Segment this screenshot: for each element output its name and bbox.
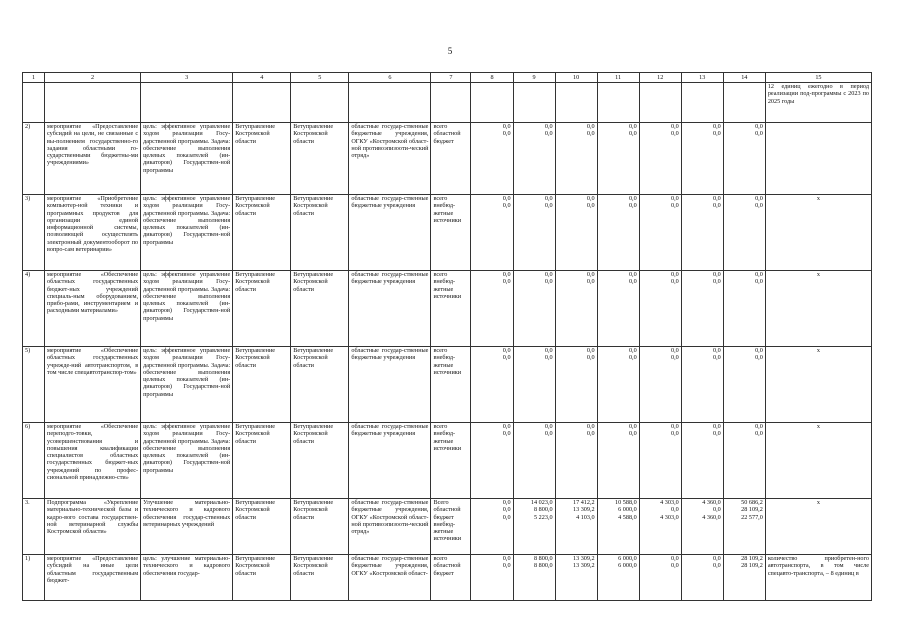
responsible-executor: Ветуправление Костромской области: [233, 423, 291, 499]
row-number: 3.: [23, 499, 45, 555]
header-cell: 3: [141, 73, 233, 83]
row-number: 1): [23, 555, 45, 601]
header-cell: 13: [681, 73, 723, 83]
value-cell: [471, 423, 513, 499]
funding-source: всего внебюд-жетные источники: [431, 423, 471, 499]
value: 0,0: [502, 354, 511, 362]
value: 0,0: [670, 562, 679, 570]
value: 50 686,2: [741, 499, 763, 506]
value: 22 577,0: [741, 513, 763, 521]
value: 0,0: [502, 202, 511, 210]
activity-name: мероприятие «Обеспечение областных государственных учрежде-ний автотранспортом, в том числе спецавтотранспор-том»: [45, 347, 141, 423]
value-cell: [555, 555, 597, 601]
funding-source: всего внебюд-жетные источники: [431, 271, 471, 347]
value: 0,0: [586, 123, 595, 130]
value: 4 360,0: [702, 499, 721, 506]
value-cell: [555, 271, 597, 347]
value: 0,0: [628, 278, 637, 286]
funding-source: Всего областной бюджет внебюд-жетные источники: [431, 499, 471, 555]
value: 0,0: [713, 202, 721, 210]
value: 14 023,0: [530, 499, 553, 506]
goal-task: цель: эффективное управление ходом реализации Госу-дарственной программы. Задача: обеспечение выполнения целевых показателей (ин-дикаторов) Государствен-ной программы: [141, 195, 233, 271]
co-executor: Ветуправление Костромской области: [291, 555, 349, 601]
value: 0,0: [670, 354, 679, 362]
value: 0,0: [755, 202, 763, 210]
value: 0,0: [502, 499, 511, 506]
value: 0,0: [502, 130, 511, 138]
value: 0,0: [755, 430, 763, 438]
value-cell: [639, 195, 681, 271]
value: 0,0: [670, 195, 679, 202]
value-cell: [513, 271, 555, 347]
value: 8 800,0: [534, 562, 553, 570]
value: 0,0: [544, 271, 553, 278]
indicator: х: [765, 347, 871, 423]
value: 0,0: [544, 423, 553, 430]
value-cell: [513, 499, 555, 555]
value-cell: [681, 555, 723, 601]
value-cell: [639, 271, 681, 347]
value-cell: [681, 423, 723, 499]
header-row: [23, 73, 872, 83]
header-cell: 6: [349, 73, 431, 83]
value: 0,0: [755, 423, 763, 430]
value: 0,0: [502, 271, 511, 278]
value: 0,0: [502, 195, 511, 202]
row-number: 4): [23, 271, 45, 347]
value-cell: [681, 499, 723, 555]
value: 0,0: [713, 271, 721, 278]
co-executor: Ветуправление Костромской области: [291, 123, 349, 195]
value: 0,0: [755, 123, 763, 130]
indicator: [765, 123, 871, 195]
participants: областные государ-ственные бюджетные учреждения: [349, 271, 431, 347]
value: 5 223,0: [534, 513, 553, 521]
funding-source: всего областной бюджет: [431, 555, 471, 601]
activity-name: Подпрограмма «Укрепление материально-технической базы и кадро-вого состава государствен-ной ветеринарной службы Костромской области»: [45, 499, 141, 555]
value: 0,0: [628, 347, 637, 354]
value: 0,0: [670, 271, 679, 278]
value-cell: [597, 423, 639, 499]
value-cell: [471, 499, 513, 555]
value-cell: [555, 423, 597, 499]
value: 0,0: [713, 354, 721, 362]
value: 28 109,2: [741, 555, 763, 562]
value: 0,0: [670, 430, 679, 438]
value-cell: [723, 423, 765, 499]
value: 0,0: [502, 506, 511, 514]
value: 0,0: [628, 271, 637, 278]
co-executor: Ветуправление Костромской области: [291, 423, 349, 499]
value: 17 412,2: [572, 499, 595, 506]
value: 0,0: [586, 430, 595, 438]
value-cell: [681, 271, 723, 347]
value: 0,0: [502, 278, 511, 286]
value: 0,0: [670, 123, 679, 130]
value-cell: [555, 347, 597, 423]
value: 0,0: [628, 354, 637, 362]
value: 10 588,0: [615, 499, 637, 506]
indicator: х: [765, 195, 871, 271]
responsible-executor: Ветуправление Костромской области: [233, 499, 291, 555]
value: 0,0: [670, 423, 679, 430]
value: 0,0: [713, 423, 721, 430]
value: 6 000,0: [618, 555, 637, 562]
value: 0,0: [713, 347, 721, 354]
value: 0,0: [670, 202, 679, 210]
value-cell: [555, 195, 597, 271]
goal-task: Улучшение материально-технического и кадрового обеспечения государ-ственных ветеринарных учреждений: [141, 499, 233, 555]
value: 0,0: [713, 555, 721, 562]
value-cell: [513, 347, 555, 423]
value: 0,0: [586, 354, 595, 362]
value: 8 800,0: [534, 506, 553, 514]
value: 0,0: [544, 430, 553, 438]
table-row: [23, 423, 872, 499]
value: 4 103,0: [576, 513, 595, 521]
value: 0,0: [628, 123, 637, 130]
activity-name: мероприятие «Приобретение компьютер-ной техники и программных продуктов для организации единой информационной системы, позволяющей осуществлять электронный документооборот по вопро-сам ветеринарии»: [45, 195, 141, 271]
value: 0,0: [755, 195, 763, 202]
value: 0,0: [670, 130, 679, 138]
value-cell: [597, 347, 639, 423]
header-cell: 11: [597, 73, 639, 83]
participants: областные государ-ственные бюджетные учреждения, ОГКУ «Костромской област-ной противоэпизоoти-ческий отряд»: [349, 123, 431, 195]
goal-task: цель: эффективное управление ходом реализации Госу-дарственной программы. Задача: обеспечение выполнения целевых показателей (ин-дикаторов) Государствен-ной программы: [141, 423, 233, 499]
responsible-executor: Ветуправление Костромской области: [233, 555, 291, 601]
value-cell: [555, 123, 597, 195]
value-cell: [471, 347, 513, 423]
indicator: х: [765, 271, 871, 347]
value: 0,0: [502, 513, 511, 521]
value-cell: [723, 195, 765, 271]
value-cell: [513, 555, 555, 601]
participants: областные государ-ственные бюджетные учреждения: [349, 347, 431, 423]
activity-name: мероприятие «Предоставление субсидий на цели, не связанные с вы-полнением государственно-го задания областными го-сударственными бюджетны-ми учреждениями»: [45, 123, 141, 195]
value: 13 309,2: [572, 555, 595, 562]
value: 0,0: [502, 562, 511, 570]
table-row: [23, 555, 872, 601]
table-row: [23, 195, 872, 271]
value: 0,0: [502, 423, 511, 430]
funding-source: всего внебюд-жетные источники: [431, 347, 471, 423]
value: 0,0: [544, 202, 553, 210]
value: 0,0: [713, 123, 721, 130]
responsible-executor: Ветуправление Костромской области: [233, 347, 291, 423]
value-cell: [723, 499, 765, 555]
co-executor: Ветуправление Костромской области: [291, 195, 349, 271]
row-number: 3): [23, 195, 45, 271]
indicator: х: [765, 423, 871, 499]
header-cell: 8: [471, 73, 513, 83]
funding-source: всего областной бюджет: [431, 123, 471, 195]
responsible-executor: Ветуправление Костромской области: [233, 195, 291, 271]
value: 0,0: [755, 354, 763, 362]
value: 0,0: [586, 195, 595, 202]
value-cell: [513, 195, 555, 271]
value: 6 000,0: [618, 506, 637, 514]
indicator: количество приобретен-ного автотранспорта, в том числе спецавто-транспорта, – 8 единиц в: [765, 555, 871, 601]
value-cell: [639, 123, 681, 195]
header-cell: 4: [233, 73, 291, 83]
value: 0,0: [713, 562, 721, 570]
value-cell: [555, 499, 597, 555]
value: 0,0: [755, 271, 763, 278]
header-cell: 2: [45, 73, 141, 83]
value-cell: [639, 555, 681, 601]
value-cell: [723, 347, 765, 423]
value: 0,0: [544, 278, 553, 286]
goal-task: цель: улучшение материально-технического и кадрового обеспечения государ-: [141, 555, 233, 601]
value-cell: [597, 271, 639, 347]
value: 0,0: [586, 278, 595, 286]
activity-name: мероприятие «Предоставление субсидий на иные цели областным государственным бюджет-: [45, 555, 141, 601]
activity-name: мероприятие «Обеспечение переподго-товки, усовершенствования и повышения квалификации специалистов областных государственных бюджет-ных учреждений по профес-сиональной принадлежно-сти»: [45, 423, 141, 499]
row-number: 2): [23, 123, 45, 195]
top-note: 12 единиц ежегодно в период реализации под-программы с 2023 по 2025 годы: [765, 83, 871, 123]
value: 28 109,2: [741, 562, 763, 570]
value-cell: [639, 347, 681, 423]
participants: областные государ-ственные бюджетные учреждения: [349, 423, 431, 499]
value: 4 360,0: [702, 513, 721, 521]
goal-task: цель: эффективное управление ходом реализации Госу-дарственной программы. Задача: обеспечение выполнения целевых показателей (ин-дикаторов) Государствен-ной программы: [141, 347, 233, 423]
value: 0,0: [670, 278, 679, 286]
header-cell: 15: [765, 73, 871, 83]
value-cell: [723, 123, 765, 195]
value: 0,0: [586, 271, 595, 278]
value: 0,0: [713, 278, 721, 286]
value: 13 309,2: [572, 562, 595, 570]
value: 0,0: [713, 430, 721, 438]
value: 0,0: [713, 195, 721, 202]
value: 28 109,2: [741, 506, 763, 514]
value: 0,0: [628, 202, 637, 210]
value-cell: [681, 123, 723, 195]
value-cell: [639, 499, 681, 555]
participants: областные государ-ственные бюджетные учреждения, ОГКУ «Костромской област-ной противоэпизоoти-ческий отряд»: [349, 499, 431, 555]
value: 0,0: [628, 423, 637, 430]
co-executor: Ветуправление Костромской области: [291, 499, 349, 555]
row-number: 5): [23, 347, 45, 423]
value: 0,0: [628, 430, 637, 438]
value: 0,0: [755, 130, 763, 138]
value: 0,0: [586, 423, 595, 430]
activity-name: мероприятие «Обеспечение областных государственных бюджет-ных учреждений специаль-ным оборудованием, прибо-рами, инструментарием и расходными материалами»: [45, 271, 141, 347]
funding-source: всего внебюд-жетные источники: [431, 195, 471, 271]
table-row: [23, 347, 872, 423]
value-cell: [681, 195, 723, 271]
value: 0,0: [544, 195, 553, 202]
table-row: [23, 499, 872, 555]
value-cell: [513, 423, 555, 499]
value-cell: [471, 555, 513, 601]
value: 6 000,0: [618, 562, 637, 570]
value: 0,0: [502, 347, 511, 354]
value: 0,0: [628, 195, 637, 202]
value: 0,0: [502, 123, 511, 130]
value-cell: [597, 123, 639, 195]
value: 8 800,0: [534, 555, 553, 562]
table-row: [23, 123, 872, 195]
header-cell: 9: [513, 73, 555, 83]
header-cell: 10: [555, 73, 597, 83]
goal-task: цель: эффективное управление ходом реализации Госу-дарственной программы. Задача: обеспечение выполнения целевых показателей (ин-дикаторов) Государствен-ной программы: [141, 123, 233, 195]
row-number: 6): [23, 423, 45, 499]
value: 0,0: [544, 123, 553, 130]
value-cell: [597, 555, 639, 601]
value-cell: [597, 195, 639, 271]
value: 0,0: [544, 347, 553, 354]
indicator: х: [765, 499, 871, 555]
value-cell: [681, 347, 723, 423]
value-cell: [513, 123, 555, 195]
value: 0,0: [670, 347, 679, 354]
value-cell: [471, 123, 513, 195]
value: 0,0: [586, 130, 595, 138]
value: 4 303,0: [660, 513, 679, 521]
responsible-executor: Ветуправление Костромской области: [233, 123, 291, 195]
value: 4 303,0: [660, 499, 679, 506]
value: 0,0: [544, 130, 553, 138]
value: 0,0: [544, 354, 553, 362]
goal-task: цель: эффективное управление ходом реализации Госу-дарственной программы. Задача: обеспечение выполнения целевых показателей (ин-дикаторов) Государствен-ной программы: [141, 271, 233, 347]
co-executor: Ветуправление Костромской области: [291, 271, 349, 347]
value: 13 309,2: [572, 506, 595, 514]
value: 0,0: [713, 506, 721, 514]
value: 4 588,0: [618, 513, 637, 521]
page-number: 5: [447, 46, 453, 56]
participants: областные государ-ственные бюджетные учреждения: [349, 195, 431, 271]
header-cell: 7: [431, 73, 471, 83]
value: 0,0: [713, 130, 721, 138]
value: 0,0: [502, 430, 511, 438]
co-executor: Ветуправление Костромской области: [291, 347, 349, 423]
value: 0,0: [670, 506, 679, 514]
value-cell: [723, 271, 765, 347]
value: 0,0: [586, 347, 595, 354]
value-cell: [471, 195, 513, 271]
value-cell: [639, 423, 681, 499]
table-row: [23, 271, 872, 347]
value: 0,0: [755, 347, 763, 354]
value: 0,0: [755, 278, 763, 286]
value: 0,0: [502, 555, 511, 562]
value-cell: [597, 499, 639, 555]
participants: областные государ-ственные бюджетные учреждения, ОГКУ «Костромской област-: [349, 555, 431, 601]
value: 0,0: [586, 202, 595, 210]
value: 0,0: [628, 130, 637, 138]
header-cell: 5: [291, 73, 349, 83]
continuation-row: [23, 83, 872, 123]
value-cell: [471, 271, 513, 347]
header-cell: 1: [23, 73, 45, 83]
value-cell: [723, 555, 765, 601]
value: 0,0: [670, 555, 679, 562]
responsible-executor: Ветуправление Костромской области: [233, 271, 291, 347]
header-cell: 14: [723, 73, 765, 83]
header-cell: 12: [639, 73, 681, 83]
program-table: [22, 72, 872, 601]
